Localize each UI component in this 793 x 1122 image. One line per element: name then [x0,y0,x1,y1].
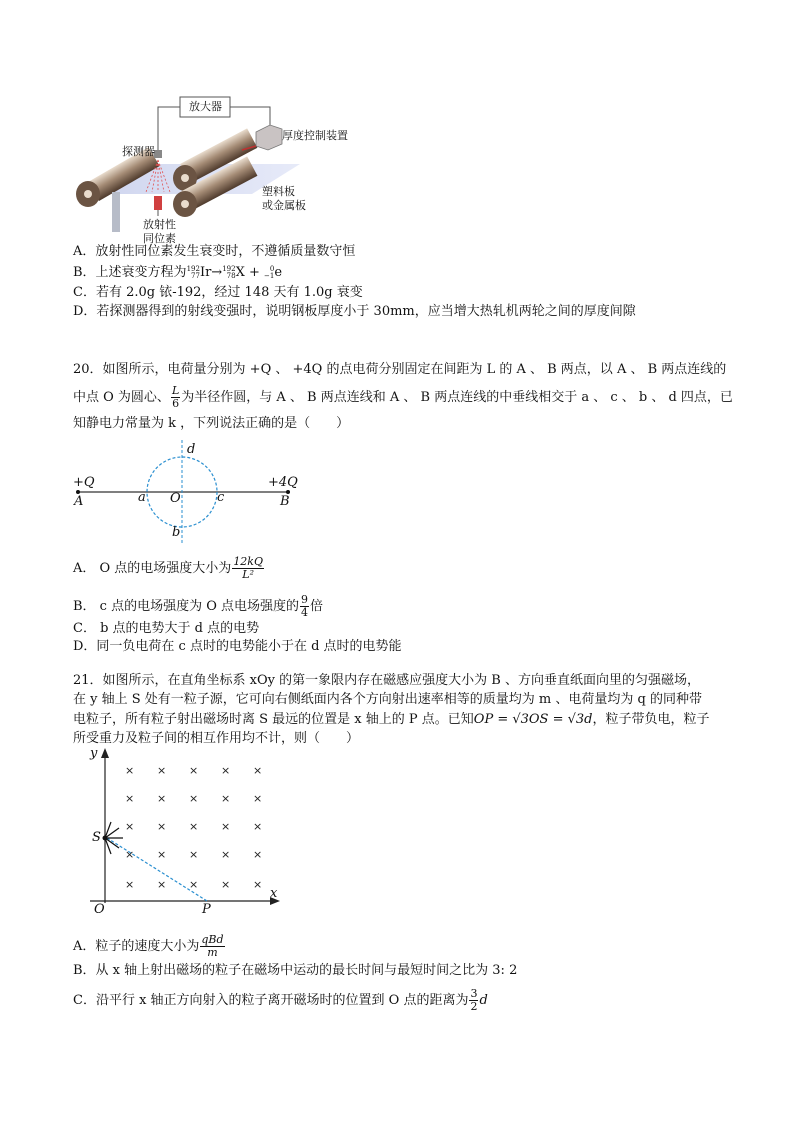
field-cross-mark: × [125,878,135,891]
q20-option-c: C． b 点的电势大于 d 点的电势 [73,621,260,636]
q21-stem-line4: 所受重力及粒子间的相互作用均不计，则（ ） [73,731,360,746]
q21-option-a: A．粒子的速度大小为 $\frac{\text{qBd}}{m}$ [73,933,224,959]
field-cross-mark: × [189,878,199,891]
q21-point-p-label: P [202,902,211,917]
q20-point-small-b: b [172,525,181,540]
field-cross-mark: × [125,792,135,805]
field-cross-mark: × [253,820,263,833]
q20-point-b: B [280,494,290,509]
q21-option-c: C．沿平行 x 轴正方向射入的粒子离开磁场时的位置到 O 点的距离为 $\frac{3}{2}$ d [73,987,488,1013]
source-label-2: 同位素 [143,232,176,245]
field-cross-mark: × [189,764,199,777]
q20-point-small-d: d [187,442,196,457]
q21-source-label: S [92,830,101,845]
q21-option-b: B．从 x 轴上射出磁场的粒子在磁场中运动的最长时间与最短时间之比为 3: 2 [73,963,518,978]
q19-option-c: C．若有 2.0g 铱-192，经过 148 天有 1.0g 衰变 [73,285,363,300]
q20-point-small-a: a [138,490,146,505]
field-cross-mark: × [253,792,263,805]
field-cross-mark: × [189,792,199,805]
q19-option-a: A．放射性同位素发生衰变时，不遵循质量数守恒 [73,244,356,259]
field-cross-mark: × [125,764,135,777]
q19-option-d: D．若探测器得到的射线变强时，说明钢板厚度小于 30mm，应当增大热轧机两轮之间的厚度间隙 [73,304,636,319]
q20-option-b: B． c 点的电场强度为 O 点电场强度的 $\frac{9}{4}$ 倍 [73,593,324,619]
q20-option-d: D．同一负电荷在 c 点时的电势能小于在 d 点时的电势能 [73,639,402,654]
q20-point-a: A [74,494,84,509]
field-cross-mark: × [157,820,167,833]
field-cross-mark: × [189,848,199,861]
field-cross-mark: × [221,848,231,861]
q21-stem-line3: 电粒子，所有粒子射出磁场时离 S 最远的位置是 x 轴上的 P 点。已知OP = √3OS = √3d，粒子带负电，粒子 [73,712,710,727]
q20-point-small-c: c [217,490,225,505]
q21-x-axis-label: x [270,886,278,901]
q21-option-a-fraction: $\frac{\text{qBd}}{m}$ [201,933,224,959]
q20-charge-diagram [70,440,300,550]
q21-stem-line2: 在 y 轴上 S 处有一粒子源，它可向右侧纸面内各个方向射出速率相等的质量均为 m 、电荷量均为 q 的同种带 [73,692,702,707]
amplifier-label: 放大器 [189,100,222,113]
field-cross-mark: × [157,792,167,805]
plate-label-2: 或金属板 [262,199,306,212]
field-cross-mark: × [157,848,167,861]
q21-stem-line1: 21．如图所示，在直角坐标系 xOy 的第一象限内存在磁感应强度大小为 B 、方向垂直纸面向里的匀强磁场， [73,673,700,688]
field-cross-mark: × [221,792,231,805]
q20-point-o: O [170,491,181,506]
q20-radius-fraction: $\frac{L}{6}$ [171,384,180,410]
field-cross-mark: × [221,764,231,777]
thickness-control-label: 厚度控制装置 [282,129,348,142]
q20-option-a-fraction: $\frac{12kQ}{\text{L²}}$ [233,555,263,581]
field-cross-mark: × [125,848,135,861]
q20-option-a: A． O 点的电场强度大小为 $\frac{12kQ}{\text{L²}}$ [73,555,263,581]
q21-magnetic-field-diagram [85,748,285,908]
source-label-1: 放射性 [143,218,176,231]
q20-charge-b-label: +4Q [268,475,298,490]
q20-charge-a-label: +Q [73,475,95,490]
field-cross-mark: × [253,878,263,891]
q19-option-b-text: B．上述衰变方程为 [73,265,187,280]
q21-origin-label: O [94,902,105,917]
q20-stem-line3: 知静电力常量为 k ，下列说法正确的是（ ） [73,416,350,431]
field-cross-mark: × [157,878,167,891]
q21-y-axis-label: y [90,746,98,761]
field-cross-mark: × [253,848,263,861]
q20-stem-line1: 20．如图所示，电荷量分别为 +Q 、 +4Q 的点电荷分别固定在间距为 L 的 A 、 B 两点，以 A 、 B 两点连线的 [73,362,727,377]
q21-option-c-fraction: $\frac{3}{2}$ [470,987,478,1013]
q21-distance-equation: OP = √3OS = √3d [473,712,593,727]
field-cross-mark: × [221,820,231,833]
field-cross-mark: × [253,764,263,777]
q20-stem-line2: 中点 O 为圆心、 $\frac{L}{6}$ 为半径作圆，与 A 、 B 两点连线和 A 、 B 两点连线的中垂线相交于 a 、 c 、 b 、 d 四点，已 [73,384,733,410]
detector-label: 探测器 [122,145,155,158]
thickness-gauge-figure [70,92,350,242]
q19-decay-equation: 192 77Ir→192 78X + 0 −1e [186,264,283,280]
q20-option-b-fraction: $\frac{9}{4}$ [301,593,309,619]
q19-option-b [73,265,282,281]
field-cross-mark: × [189,820,199,833]
field-cross-mark: × [157,764,167,777]
plate-label-1: 塑料板 [262,185,295,198]
field-cross-mark: × [125,820,135,833]
field-cross-mark: × [221,878,231,891]
